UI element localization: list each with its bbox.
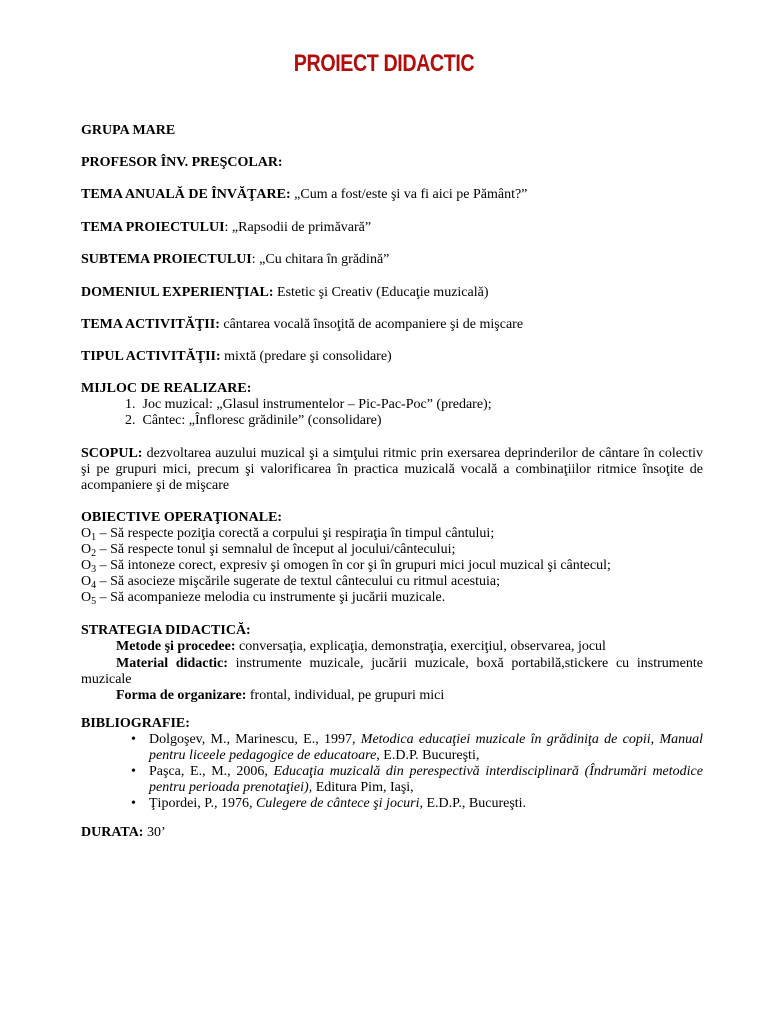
- subtema-value: : „Cu chitara în grădină”: [251, 252, 390, 267]
- mijloc-item-number: 2.: [125, 413, 136, 428]
- profesor-line: PROFESOR ÎNV. PREŞCOLAR:: [81, 155, 283, 170]
- durata-line: [81, 825, 703, 841]
- mijloc-item-text: Cântec: „Înfloresc grădinile” (consolidare): [142, 413, 382, 428]
- bibliography-item: [81, 764, 703, 796]
- bibliography-item: [81, 796, 703, 812]
- objective-text: – Să intoneze corect, expresiv şi omogen în cor şi în grupuri mici jocul muzical şi cântecul;: [96, 558, 611, 573]
- mijloc-heading: MIJLOC DE REALIZARE:: [81, 381, 252, 396]
- objective-letter: O: [81, 542, 92, 557]
- bib-title: Metodica educaţiei muzicale în grădiniţa de copii, Manual pentru liceele pedagogice de educatoare: [149, 732, 703, 763]
- objective-text: – Să respecte tonul şi semnalul de început al jocului/cântecului;: [96, 542, 456, 557]
- objective-letter: O: [81, 558, 92, 573]
- bib-publisher: , Editura Pim, Iaşi,: [308, 780, 414, 795]
- objective-text: – Să asocieze mişcările sugerate de textul cântecului cu ritmul acestuia;: [96, 574, 501, 589]
- bullet-icon: •: [131, 732, 136, 747]
- objective-index: 2: [91, 548, 97, 559]
- objective-index: 5: [91, 596, 97, 607]
- forma-label: Forma de organizare:: [116, 688, 247, 703]
- bullet-icon: •: [131, 764, 136, 779]
- scopul-paragraph: [81, 446, 703, 494]
- objective-letter: O: [81, 574, 92, 589]
- subtema-line: [81, 252, 703, 268]
- mijloc-item: [81, 413, 747, 429]
- material-label: Material didactic:: [116, 656, 228, 671]
- mijloc-item: [81, 397, 747, 413]
- durata-label: DURATA:: [81, 825, 144, 840]
- domeniul-value: Estetic şi Creativ (Educaţie muzicală): [273, 285, 489, 300]
- objective-text: – Să acompanieze melodia cu instrumente şi jucării muzicale.: [96, 590, 446, 605]
- bib-title: Culegere de cântece şi jocuri,: [255, 796, 423, 811]
- mijloc-item-text: Joc muzical: „Glasul instrumentelor – Pic-Pac-Poc” (predare);: [142, 397, 492, 412]
- tema-activitatii-label: TEMA ACTIVITĂŢII:: [81, 317, 220, 332]
- objective-text: – Să respecte poziţia corectă a corpului şi respiraţia în timpul cântului;: [96, 526, 495, 541]
- objective-index: 3: [91, 564, 97, 575]
- durata-value: 30’: [143, 825, 166, 840]
- subtema-label: SUBTEMA PROIECTULUI: [81, 252, 252, 267]
- bibliografie-heading: BIBLIOGRAFIE:: [81, 716, 190, 731]
- objective-index: 1: [91, 532, 97, 543]
- bibliography-item: [81, 732, 703, 764]
- scopul-label: SCOPUL:: [81, 446, 143, 461]
- bib-title: Educaţia muzicală din perespectivă interdisciplinară (Îndrumări metodice pentru perioada prenotaţiei): [149, 764, 703, 795]
- scopul-value: dezvoltarea auzului muzical şi a simţului ritmic prin exersarea deprinderilor de cântare în colectiv şi pe grupuri mici, precum şi valorificarea în practica muzicală vocală a combinaţiilor ritmice însoţite de acompaniere şi de mişcare: [81, 446, 703, 493]
- domeniul-line: [81, 285, 703, 301]
- bib-author: Ţipordei, P., 1976,: [149, 796, 256, 811]
- metode-value: conversaţia, explicaţia, demonstraţia, exerciţiul, observarea, jocul: [235, 639, 606, 654]
- objective-letter: O: [81, 590, 92, 605]
- material-value: instrumente muzicale, jucării muzicale, boxă portabilă,stickere cu instrumente muzicale: [81, 656, 704, 687]
- tema-anuala-line: [81, 187, 703, 203]
- obiective-heading: OBIECTIVE OPERAŢIONALE:: [81, 510, 283, 525]
- forma-value: frontal, individual, pe grupuri mici: [246, 688, 445, 703]
- domeniul-label: DOMENIUL EXPERIENŢIAL:: [81, 285, 274, 300]
- tipul-activitatii-label: TIPUL ACTIVITĂŢII:: [81, 349, 221, 364]
- tema-proiectului-line: [81, 220, 703, 236]
- document-title: PROIECT DIDACTIC: [293, 50, 475, 77]
- tema-activitatii-line: [81, 317, 703, 333]
- bib-publisher: E.D.P., Bucureşti.: [423, 796, 527, 811]
- tema-activitatii-value: cântarea vocală însoţită de acompaniere şi de mişcare: [219, 317, 524, 332]
- objective-letter: O: [81, 526, 92, 541]
- tipul-activitatii-line: [81, 349, 703, 365]
- bibliography-list: [81, 732, 703, 812]
- bib-author: Dolgoşev, M., Marinescu, E., 1997,: [149, 732, 361, 747]
- tema-anuala-label: TEMA ANUALĂ DE ÎNVĂŢARE:: [81, 187, 291, 202]
- bib-author: Paşca, E., M., 2006,: [149, 764, 274, 779]
- objective-item: [81, 590, 703, 610]
- forma-line: [81, 688, 703, 704]
- bullet-icon: •: [131, 796, 136, 811]
- strategia-heading: STRATEGIA DIDACTICĂ:: [81, 623, 251, 638]
- tema-anuala-value: „Cum a fost/este şi va fi aici pe Pământ?”: [290, 187, 528, 202]
- tema-proiectului-value: : „Rapsodii de primăvară”: [224, 220, 372, 235]
- tema-proiectului-label: TEMA PROIECTULUI: [81, 220, 225, 235]
- mijloc-item-number: 1.: [125, 397, 136, 412]
- tipul-activitatii-value: mixtă (predare şi consolidare): [220, 349, 392, 364]
- objective-index: 4: [91, 580, 97, 591]
- metode-label: Metode şi procedee:: [116, 639, 236, 654]
- bib-publisher: , E.D.P. Bucureşti,: [376, 748, 480, 763]
- metode-line: [81, 639, 703, 655]
- material-paragraph: [81, 656, 703, 688]
- grupa-line: GRUPA MARE: [81, 123, 176, 138]
